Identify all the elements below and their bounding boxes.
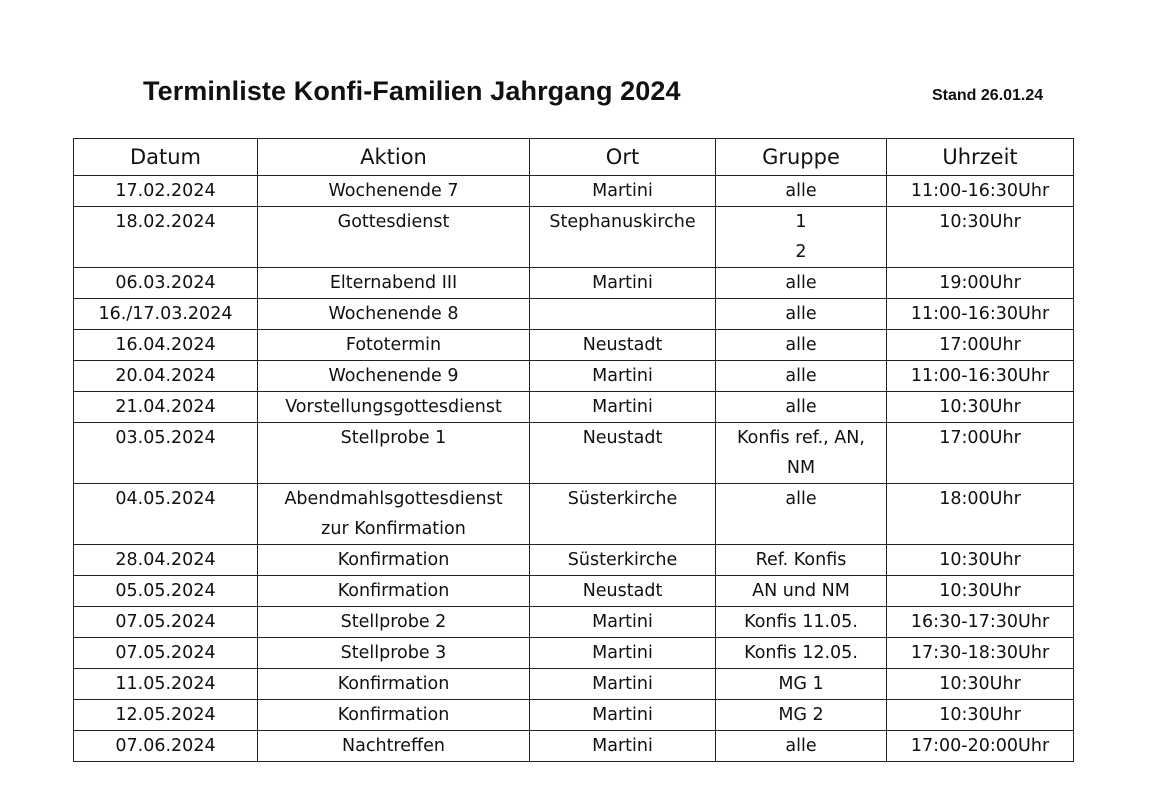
cell-uhrzeit: 17:30-18:30Uhr xyxy=(887,638,1074,669)
cell-aktion xyxy=(258,176,530,207)
cell-ort: Martini xyxy=(530,361,716,392)
cell-gruppe-line: alle xyxy=(785,335,817,355)
cell-gruppe-line: MG 1 xyxy=(778,674,824,694)
cell-datum: 12.05.2024 xyxy=(74,700,258,731)
cell-uhrzeit: 10:30Uhr xyxy=(887,576,1074,607)
cell-datum: 17.02.2024 xyxy=(74,176,258,207)
cell-aktion-line: Wochenende 9 xyxy=(328,366,459,386)
cell-uhrzeit: 10:30Uhr xyxy=(887,207,1074,268)
cell-uhrzeit: 17:00-20:00Uhr xyxy=(887,731,1074,762)
cell-aktion-line: Stellprobe 3 xyxy=(340,643,447,663)
cell-gruppe xyxy=(716,361,887,392)
cell-gruppe-line: 2 xyxy=(795,242,807,262)
cell-datum: 07.05.2024 xyxy=(74,607,258,638)
cell-datum: 07.06.2024 xyxy=(74,731,258,762)
cell-aktion xyxy=(258,545,530,576)
cell-gruppe-line: NM xyxy=(786,458,816,478)
cell-datum: 04.05.2024 xyxy=(74,484,258,545)
cell-gruppe xyxy=(716,392,887,423)
cell-uhrzeit: 10:30Uhr xyxy=(887,392,1074,423)
cell-datum: 28.04.2024 xyxy=(74,545,258,576)
table-row xyxy=(74,607,1074,638)
cell-aktion-line: Konfirmation xyxy=(337,550,450,570)
column-header-uhrzeit: Uhrzeit xyxy=(887,139,1074,176)
cell-gruppe-line: Konfis ref., AN, xyxy=(737,428,865,448)
cell-aktion xyxy=(258,731,530,762)
cell-datum: 21.04.2024 xyxy=(74,392,258,423)
cell-uhrzeit: 16:30-17:30Uhr xyxy=(887,607,1074,638)
cell-aktion xyxy=(258,330,530,361)
cell-gruppe xyxy=(716,299,887,330)
cell-gruppe xyxy=(716,423,887,484)
cell-aktion xyxy=(258,484,530,545)
cell-datum: 16.04.2024 xyxy=(74,330,258,361)
cell-gruppe xyxy=(716,545,887,576)
cell-aktion xyxy=(258,638,530,669)
cell-datum: 16./17.03.2024 xyxy=(74,299,258,330)
cell-uhrzeit: 10:30Uhr xyxy=(887,545,1074,576)
table-row xyxy=(74,330,1074,361)
cell-ort: Martini xyxy=(530,731,716,762)
cell-gruppe-line: alle xyxy=(785,736,817,756)
cell-ort: Süsterkirche xyxy=(530,545,716,576)
cell-aktion xyxy=(258,700,530,731)
cell-gruppe xyxy=(716,638,887,669)
cell-aktion xyxy=(258,361,530,392)
stand-date: Stand 26.01.24 xyxy=(932,87,1044,104)
cell-gruppe-line: alle xyxy=(785,366,817,386)
cell-ort: Martini xyxy=(530,700,716,731)
cell-aktion-line: Fototermin xyxy=(345,335,442,355)
cell-ort: Martini xyxy=(530,392,716,423)
cell-uhrzeit: 17:00Uhr xyxy=(887,330,1074,361)
cell-gruppe xyxy=(716,731,887,762)
cell-gruppe xyxy=(716,700,887,731)
cell-ort: Martini xyxy=(530,607,716,638)
table-row xyxy=(74,207,1074,268)
cell-aktion-line: Elternabend III xyxy=(329,273,458,293)
cell-gruppe-line: alle xyxy=(785,181,817,201)
table-row xyxy=(74,700,1074,731)
table-row xyxy=(74,392,1074,423)
cell-aktion xyxy=(258,207,530,268)
cell-gruppe-line: alle xyxy=(785,304,817,324)
cell-aktion-line: Konfirmation xyxy=(337,581,450,601)
table-row xyxy=(74,669,1074,700)
cell-ort: Neustadt xyxy=(530,576,716,607)
cell-ort: Martini xyxy=(530,669,716,700)
cell-gruppe-line: alle xyxy=(785,273,817,293)
cell-ort xyxy=(530,299,716,330)
cell-gruppe xyxy=(716,607,887,638)
cell-aktion-line: Stellprobe 1 xyxy=(340,428,447,448)
cell-datum: 06.03.2024 xyxy=(74,268,258,299)
cell-gruppe xyxy=(716,207,887,268)
column-header-aktion: Aktion xyxy=(258,139,530,176)
cell-aktion-line: Nachtreffen xyxy=(342,736,445,756)
cell-ort: Neustadt xyxy=(530,423,716,484)
table-row xyxy=(74,176,1074,207)
cell-gruppe xyxy=(716,576,887,607)
table-header-row xyxy=(74,139,1074,176)
cell-uhrzeit: 10:30Uhr xyxy=(887,700,1074,731)
cell-gruppe-line: 1 xyxy=(795,212,807,232)
cell-gruppe-line: MG 2 xyxy=(778,705,824,725)
cell-aktion xyxy=(258,423,530,484)
cell-aktion-line: Stellprobe 2 xyxy=(340,612,447,632)
cell-ort: Martini xyxy=(530,176,716,207)
cell-datum: 18.02.2024 xyxy=(74,207,258,268)
cell-datum: 07.05.2024 xyxy=(74,638,258,669)
table-row xyxy=(74,423,1074,484)
cell-aktion xyxy=(258,392,530,423)
cell-aktion-line: Konfirmation xyxy=(337,705,450,725)
cell-uhrzeit: 19:00Uhr xyxy=(887,268,1074,299)
cell-gruppe xyxy=(716,268,887,299)
cell-gruppe xyxy=(716,176,887,207)
cell-gruppe xyxy=(716,330,887,361)
schedule-table xyxy=(73,138,1074,762)
table-row xyxy=(74,576,1074,607)
cell-aktion xyxy=(258,576,530,607)
cell-uhrzeit: 18:00Uhr xyxy=(887,484,1074,545)
cell-ort: Martini xyxy=(530,268,716,299)
cell-gruppe xyxy=(716,484,887,545)
cell-aktion-line: Abendmahlsgottesdienst xyxy=(284,489,503,509)
table-row xyxy=(74,299,1074,330)
table-row xyxy=(74,545,1074,576)
column-header-datum: Datum xyxy=(74,139,258,176)
cell-datum: 20.04.2024 xyxy=(74,361,258,392)
cell-ort: Stephanuskirche xyxy=(530,207,716,268)
table-row xyxy=(74,731,1074,762)
table-row xyxy=(74,268,1074,299)
cell-gruppe xyxy=(716,669,887,700)
cell-aktion-line: zur Konfirmation xyxy=(321,519,466,539)
cell-uhrzeit: 11:00-16:30Uhr xyxy=(887,176,1074,207)
cell-gruppe-line: alle xyxy=(785,397,817,417)
cell-aktion-line: Wochenende 8 xyxy=(328,304,459,324)
table-row xyxy=(74,638,1074,669)
cell-aktion-line: Gottesdienst xyxy=(337,212,450,232)
cell-gruppe-line: AN und NM xyxy=(752,581,850,601)
cell-ort: Martini xyxy=(530,638,716,669)
cell-uhrzeit: 17:00Uhr xyxy=(887,423,1074,484)
cell-aktion-line: Konfirmation xyxy=(337,674,450,694)
cell-datum: 11.05.2024 xyxy=(74,669,258,700)
cell-aktion-line: Vorstellungsgottesdienst xyxy=(285,397,502,417)
column-header-ort: Ort xyxy=(530,139,716,176)
cell-uhrzeit: 10:30Uhr xyxy=(887,669,1074,700)
cell-aktion xyxy=(258,299,530,330)
cell-gruppe-line: Konfis 12.05. xyxy=(744,643,858,663)
cell-uhrzeit: 11:00-16:30Uhr xyxy=(887,361,1074,392)
cell-gruppe-line: Ref. Konfis xyxy=(755,550,847,570)
table-row xyxy=(74,361,1074,392)
cell-datum: 03.05.2024 xyxy=(74,423,258,484)
cell-aktion xyxy=(258,607,530,638)
cell-aktion-line: Wochenende 7 xyxy=(328,181,459,201)
cell-ort: Süsterkirche xyxy=(530,484,716,545)
cell-aktion xyxy=(258,268,530,299)
page-title: Terminliste Konfi-Familien Jahrgang 2024 xyxy=(143,76,681,106)
cell-gruppe-line: alle xyxy=(785,489,817,509)
cell-gruppe-line: Konfis 11.05. xyxy=(744,612,858,632)
cell-datum: 05.05.2024 xyxy=(74,576,258,607)
cell-ort: Neustadt xyxy=(530,330,716,361)
cell-uhrzeit: 11:00-16:30Uhr xyxy=(887,299,1074,330)
column-header-gruppe: Gruppe xyxy=(716,139,887,176)
table-body xyxy=(74,176,1074,762)
table-row xyxy=(74,484,1074,545)
cell-aktion xyxy=(258,669,530,700)
